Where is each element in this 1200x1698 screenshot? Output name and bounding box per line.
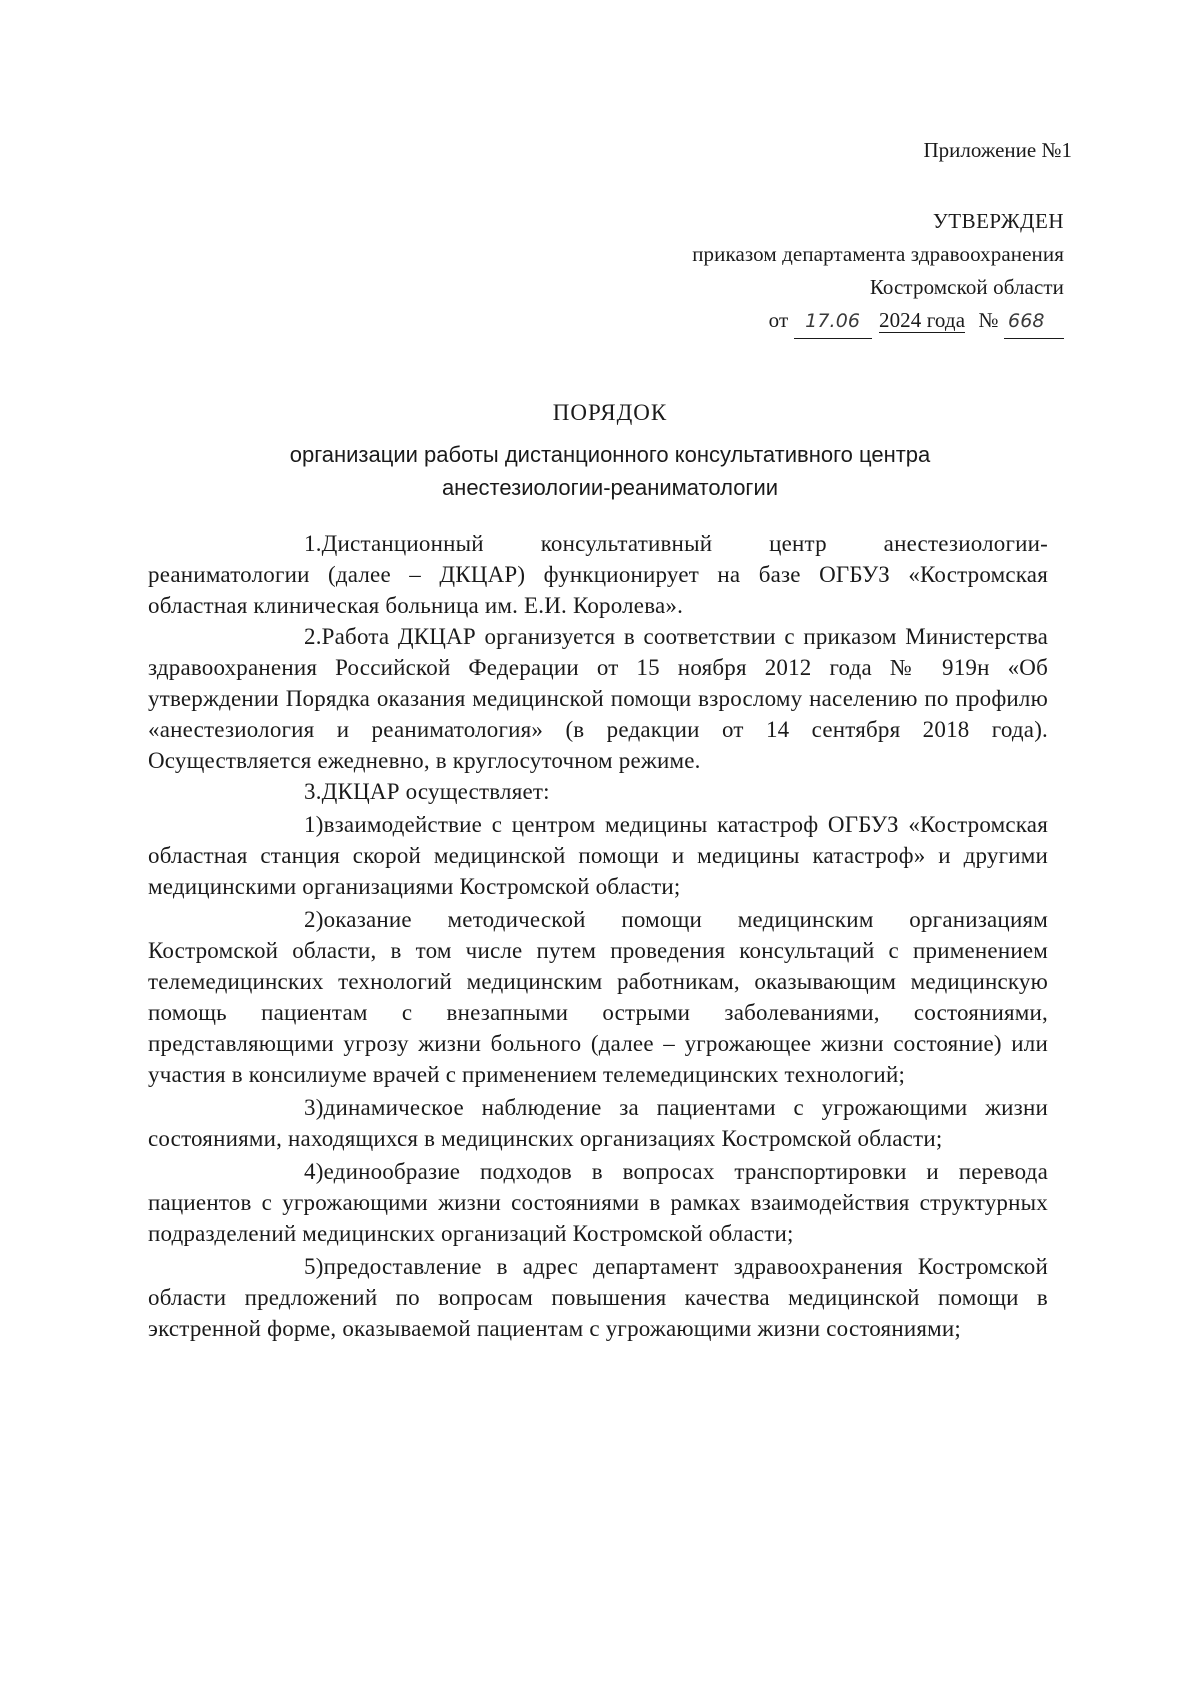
list-item-3 bbox=[148, 1092, 1048, 1154]
item-text: предоставление в адрес департамент здравоохранения Костромской области предложений по вопросам повышения качества медицинской помощи в экстренной форме, оказываемой пациентам с угрожающими жизни состояниями; bbox=[148, 1254, 1048, 1341]
item-number: 1) bbox=[304, 812, 324, 837]
order-year: 2024 года bbox=[878, 308, 966, 332]
paragraph-1 bbox=[148, 528, 1048, 621]
subtitle-line-1: организации работы дистанционного консультативного центра bbox=[289, 442, 931, 467]
document-subtitle bbox=[0, 438, 1200, 504]
order-date-line bbox=[692, 304, 1064, 339]
approved-line-1: приказом департамента здравоохранения bbox=[692, 242, 1064, 266]
paragraph-number: 3. bbox=[304, 779, 322, 804]
item-text: оказание методической помощи медицинским организациям Костромской области, в том числе путем проведения консультаций с применением телемедицинских технологий медицинским работникам, оказывающим медицинскую помощь пациентам с внезапными острыми заболеваниями, состояниями, представляющими угрозу жизни больного (далее – угрожающее жизни состояние) или участия в консилиуме врачей с применением телемедицинских технологий; bbox=[148, 907, 1048, 1087]
paragraph-text: Дистанционный консультативный центр анестезиологии-реаниматологии (далее – ДКЦАР) функционирует на базе ОГБУЗ «Костромская областная клиническая больница им. Е.И. Королева». bbox=[148, 531, 1048, 618]
list-item-5 bbox=[148, 1251, 1048, 1344]
item-number: 5) bbox=[304, 1254, 324, 1279]
document-title: ПОРЯДОК bbox=[552, 400, 668, 425]
paragraph-text: ДКЦАР осуществляет: bbox=[321, 779, 550, 804]
list-item-1 bbox=[148, 809, 1048, 902]
paragraph-number: 1. bbox=[304, 531, 322, 556]
approved-title: УТВЕРЖДЕН bbox=[932, 209, 1064, 233]
item-number: 4) bbox=[304, 1159, 324, 1184]
paragraph-number: 2. bbox=[304, 624, 322, 649]
appendix-label: Приложение №1 bbox=[923, 138, 1072, 162]
list-item-2 bbox=[148, 904, 1048, 1090]
paragraph-2 bbox=[148, 621, 1048, 776]
number-prefix: № bbox=[978, 308, 999, 332]
document-body bbox=[148, 528, 1048, 1344]
paragraph-text: Работа ДКЦАР организуется в соответствии с приказом Министерства здравоохранения Российской Федерации от 15 ноября 2012 года № 919н «Об утверждении Порядка оказания медицинской помощи взрослому населению по профилю «анестезиология и реаниматология» (в редакции от 14 сентября 2018 года). Осуществляется ежедневно, в круглосуточном режиме. bbox=[148, 624, 1048, 773]
date-prefix: от bbox=[768, 308, 789, 332]
item-number: 3) bbox=[304, 1095, 324, 1120]
handwritten-date: 17.06 bbox=[794, 305, 872, 339]
item-text: динамическое наблюдение за пациентами с угрожающими жизни состояниями, находящихся в медицинских организациях Костромской области; bbox=[148, 1095, 1048, 1151]
list-item-4 bbox=[148, 1156, 1048, 1249]
item-text: единообразие подходов в вопросах транспортировки и перевода пациентов с угрожающими жизни состояниями в рамках взаимодействия структурных подразделений медицинских организаций Костромской области; bbox=[148, 1159, 1048, 1246]
item-text: взаимодействие с центром медицины катастроф ОГБУЗ «Костромская областная станция скорой медицинской помощи и медицины катастроф» и другими медицинскими организациями Костромской области; bbox=[148, 812, 1048, 899]
subtitle-line-2: анестезиологии-реаниматологии bbox=[441, 475, 779, 500]
item-number: 2) bbox=[304, 907, 324, 932]
approved-line-2: Костромской области bbox=[869, 275, 1064, 299]
handwritten-order-number: 668 bbox=[1004, 305, 1064, 339]
paragraph-3 bbox=[148, 776, 1048, 807]
approval-block bbox=[692, 205, 1064, 339]
